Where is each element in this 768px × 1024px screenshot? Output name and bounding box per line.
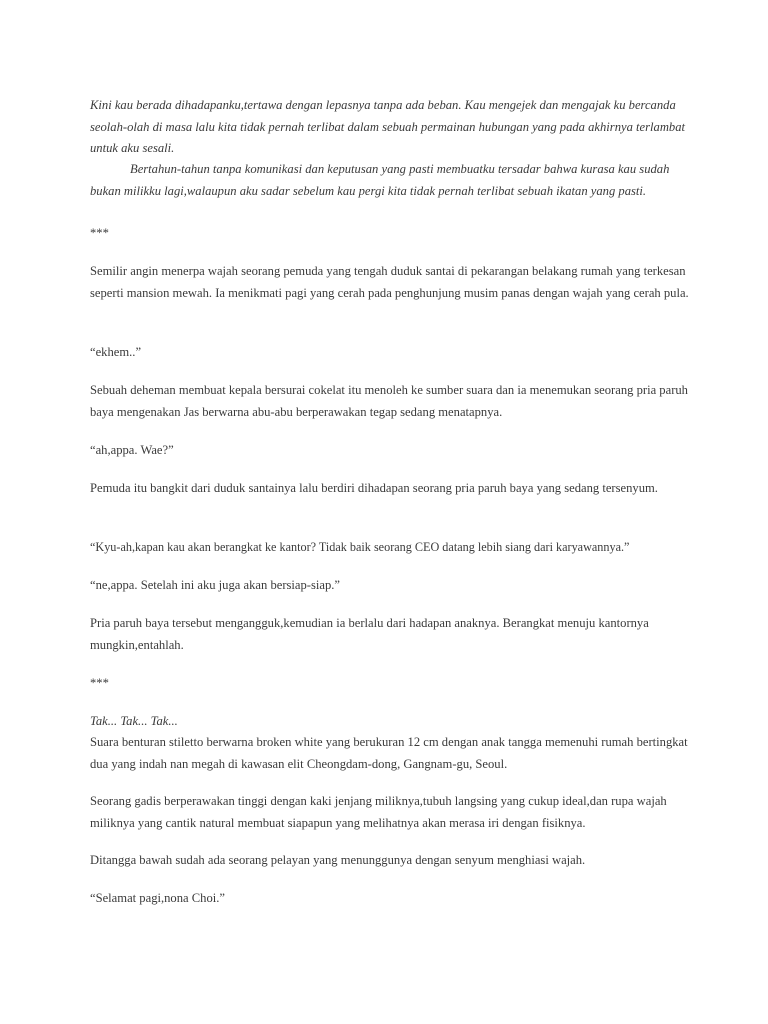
paragraph-pelayan: Ditangga bawah sudah ada seorang pelayan yang menunggunya dengan senyum menghiasi wajah. (90, 853, 586, 867)
dialog-ne-appa: “ne,appa. Setelah ini aku juga akan bersiap-siap.” (90, 578, 341, 592)
dialog-selamat-pagi: “Selamat pagi,nona Choi.” (90, 891, 225, 905)
paragraph-suara: Suara benturan stiletto berwarna broken white yang berukuran 12 cm dengan anak tangga memenuhi rumah bertingkat dua yang indah nan megah di kawasan elit Cheongdam-dong, Gangnam-gu, Seoul. (90, 735, 688, 771)
prologue-paragraph-2-text: Bertahun-tahun tanpa komunikasi dan keputusan yang pasti membuatku tersadar bahwa kurasa kau sudah bukan milikku lagi,walaupun aku sadar sebelum kau pergi kita tidak pernah terlibat sebuah ikatan yang pasti. (90, 162, 670, 198)
paragraph-gadis: Seorang gadis berperawakan tinggi dengan kaki jenjang miliknya,tubuh langsing yang cukup ideal,dan rupa wajah miliknya yang cantik natural membuat siapapun yang melihatnya akan merasa iri dengan fisiknya. (90, 794, 667, 830)
prologue-paragraph-1: Kini kau berada dihadapanku,tertawa dengan lepasnya tanpa ada beban. Kau mengejek dan mengajak ku bercanda seolah-olah di masa lalu kita tidak pernah terlibat dalam sebuah permainan hubungan yang pada akhirnya terlambat untuk aku sesali. (90, 98, 686, 155)
scene-separator: *** (90, 226, 109, 240)
dialog-ekhem: “ekhem..” (90, 345, 142, 359)
sound-effect-tak: Tak... Tak... Tak... (90, 714, 178, 728)
paragraph-deheman: Sebuah deheman membuat kepala bersurai cokelat itu menoleh ke sumber suara dan ia menemukan seorang pria paruh baya mengenakan Jas berwarna abu-abu berperawakan tegap sedang menatapnya. (90, 383, 688, 419)
paragraph-mengangguk: Pria paruh baya tersebut mengangguk,kemudian ia berlalu dari hadapan anaknya. Berangkat menuju kantornya mungkin,entahlah. (90, 616, 649, 652)
dialog-ah-appa: “ah,appa. Wae?” (90, 443, 174, 457)
scene-separator-2: *** (90, 676, 109, 690)
paragraph-bangkit: Pemuda itu bangkit dari duduk santainya lalu berdiri dihadapan seorang pria paruh baya yang sedang tersenyum. (90, 481, 658, 495)
paragraph-semilir: Semilir angin menerpa wajah seorang pemuda yang tengah duduk santai di pekarangan belakang rumah yang terkesan seperti mansion mewah. Ia menikmati pagi yang cerah pada penghunjung musim panas dengan wajah yang cerah pula. (90, 264, 689, 300)
prologue-paragraph-2 (90, 159, 690, 202)
dialog-kyu-ah: “Kyu-ah,kapan kau akan berangkat ke kantor? Tidak baik seorang CEO datang lebih siang dari karyawannya.” (90, 540, 630, 554)
